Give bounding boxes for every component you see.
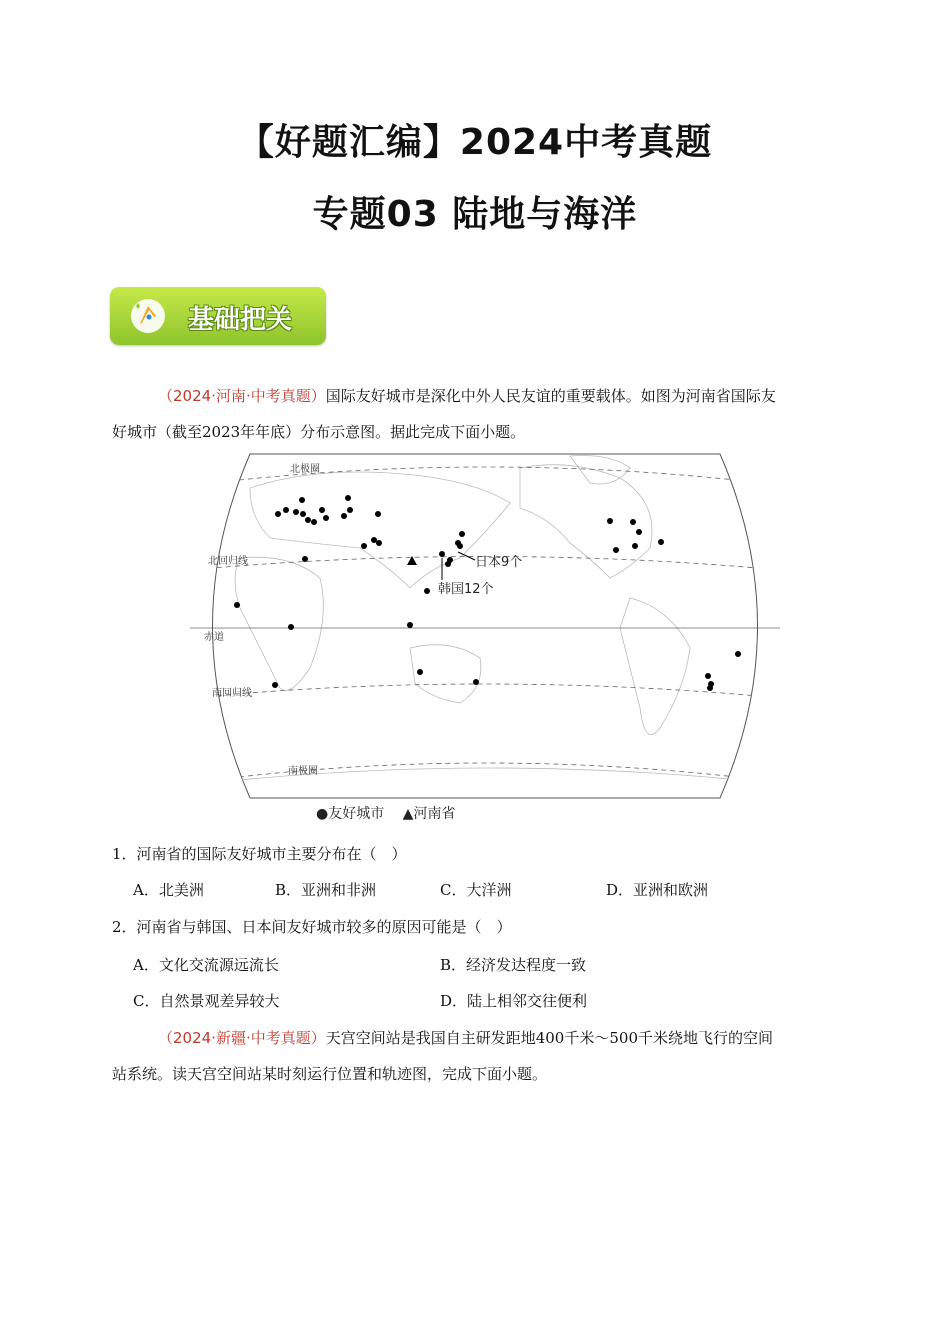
q2-option-b-text: 经济发达程度一致 — [466, 956, 587, 974]
label-japan: 日本9个 — [475, 555, 523, 570]
passage-2 — [112, 1020, 838, 1092]
q2-option-d[interactable] — [440, 990, 587, 1011]
label-equator: 赤道 — [204, 632, 224, 643]
city-marker — [459, 531, 465, 537]
q2-option-a-text: 文化交流源远流长 — [158, 956, 279, 974]
city-marker — [658, 539, 664, 545]
city-marker — [375, 511, 381, 517]
city-marker — [275, 511, 281, 517]
city-marker — [636, 529, 642, 535]
map-legend — [316, 803, 469, 823]
city-marker — [376, 540, 382, 546]
city-marker — [473, 679, 479, 685]
label-korea: 韩国12个 — [438, 582, 494, 597]
city-marker — [300, 511, 306, 517]
q1-option-b[interactable] — [275, 879, 376, 900]
legend-city: ●友好城市 — [316, 806, 385, 822]
q2-option-b[interactable] — [440, 954, 586, 975]
q1-option-a-text: 北美洲 — [158, 881, 204, 899]
section-badge — [110, 287, 326, 345]
passage-2-line1: 天宫空间站是我国自主研发距地400千米～500千米绕地飞行的空间 — [325, 1029, 773, 1047]
q1-option-d[interactable] — [606, 879, 708, 900]
city-marker — [707, 685, 713, 691]
city-marker — [345, 495, 351, 501]
passage-1-line1: 国际友好城市是深化中外人民友谊的重要载体。如图为河南省国际友 — [325, 387, 776, 405]
city-marker — [632, 543, 638, 549]
label-arctic: 北极圈 — [290, 464, 320, 475]
city-marker — [455, 540, 461, 546]
pen-nib-icon — [128, 296, 168, 336]
document-title: 【好题汇编】2024中考真题 — [237, 122, 713, 163]
q1-option-c-text: 大洋洲 — [466, 881, 512, 899]
q2-option-c-key: C． — [133, 992, 160, 1010]
q1-option-b-text: 亚洲和非洲 — [301, 881, 377, 899]
city-marker — [305, 517, 311, 523]
city-marker — [323, 515, 329, 521]
legend-province: ▲河南省 — [402, 806, 456, 822]
q1-option-a[interactable] — [133, 879, 204, 900]
q2-option-b-key: B． — [440, 956, 467, 974]
q1-option-c-key: C． — [440, 881, 467, 899]
label-tropic-north: 北回归线 — [208, 556, 248, 567]
q2-option-c-text: 自然景观差异较大 — [159, 992, 280, 1010]
q1-option-c[interactable] — [440, 879, 512, 900]
city-marker — [613, 547, 619, 553]
city-marker — [283, 507, 289, 513]
q2-option-d-key: D． — [440, 992, 468, 1010]
city-marker — [341, 513, 347, 519]
q1-option-a-key: A． — [133, 881, 159, 899]
q2-option-d-text: 陆上相邻交往便利 — [467, 992, 588, 1010]
q2-option-c[interactable] — [133, 990, 280, 1011]
question-2-stem: 河南省与韩国、日本间友好城市较多的原因可能是（ ） — [136, 918, 512, 936]
question-2 — [112, 916, 512, 937]
city-marker — [417, 669, 423, 675]
passage-1-source: （2024·河南·中考真题） — [158, 387, 326, 405]
q1-option-d-key: D． — [606, 881, 634, 899]
city-marker — [293, 509, 299, 515]
q2-option-a-key: A． — [133, 956, 159, 974]
question-2-number: 2． — [112, 918, 137, 936]
question-1-stem: 河南省的国际友好城市主要分布在（ ） — [136, 845, 407, 863]
city-marker — [302, 556, 308, 562]
city-marker — [371, 537, 377, 543]
q1-option-d-text: 亚洲和欧洲 — [633, 881, 709, 899]
city-marker — [234, 602, 240, 608]
city-marker — [299, 497, 305, 503]
city-marker — [630, 519, 636, 525]
city-marker — [347, 507, 353, 513]
question-1 — [112, 843, 407, 864]
label-antarctic: 南极圈 — [288, 766, 318, 777]
city-marker — [272, 682, 278, 688]
passage-1-line2: 好城市（截至2023年年底）分布示意图。据此完成下面小题。 — [112, 423, 526, 441]
city-marker — [319, 507, 325, 513]
section-label: 基础把关 — [188, 305, 293, 335]
q1-option-b-key: B． — [275, 881, 302, 899]
question-1-number: 1． — [112, 845, 137, 863]
label-tropic-south: 南回归线 — [212, 688, 252, 699]
city-marker — [607, 518, 613, 524]
city-marker — [735, 651, 741, 657]
city-marker — [424, 588, 430, 594]
city-marker — [407, 622, 413, 628]
city-marker — [311, 519, 317, 525]
passage-2-line2: 站系统。读天宫空间站某时刻运行位置和轨迹图，完成下面小题。 — [112, 1065, 548, 1083]
city-marker — [439, 551, 445, 557]
passage-1 — [112, 378, 838, 450]
document-subtitle: 专题03 陆地与海洋 — [312, 194, 638, 235]
passage-2-source: （2024·新疆·中考真题） — [158, 1029, 326, 1047]
city-marker — [361, 543, 367, 549]
q2-option-a[interactable] — [133, 954, 279, 975]
world-map — [190, 448, 780, 804]
city-marker — [445, 561, 451, 567]
city-marker — [705, 673, 711, 679]
city-marker — [288, 624, 294, 630]
